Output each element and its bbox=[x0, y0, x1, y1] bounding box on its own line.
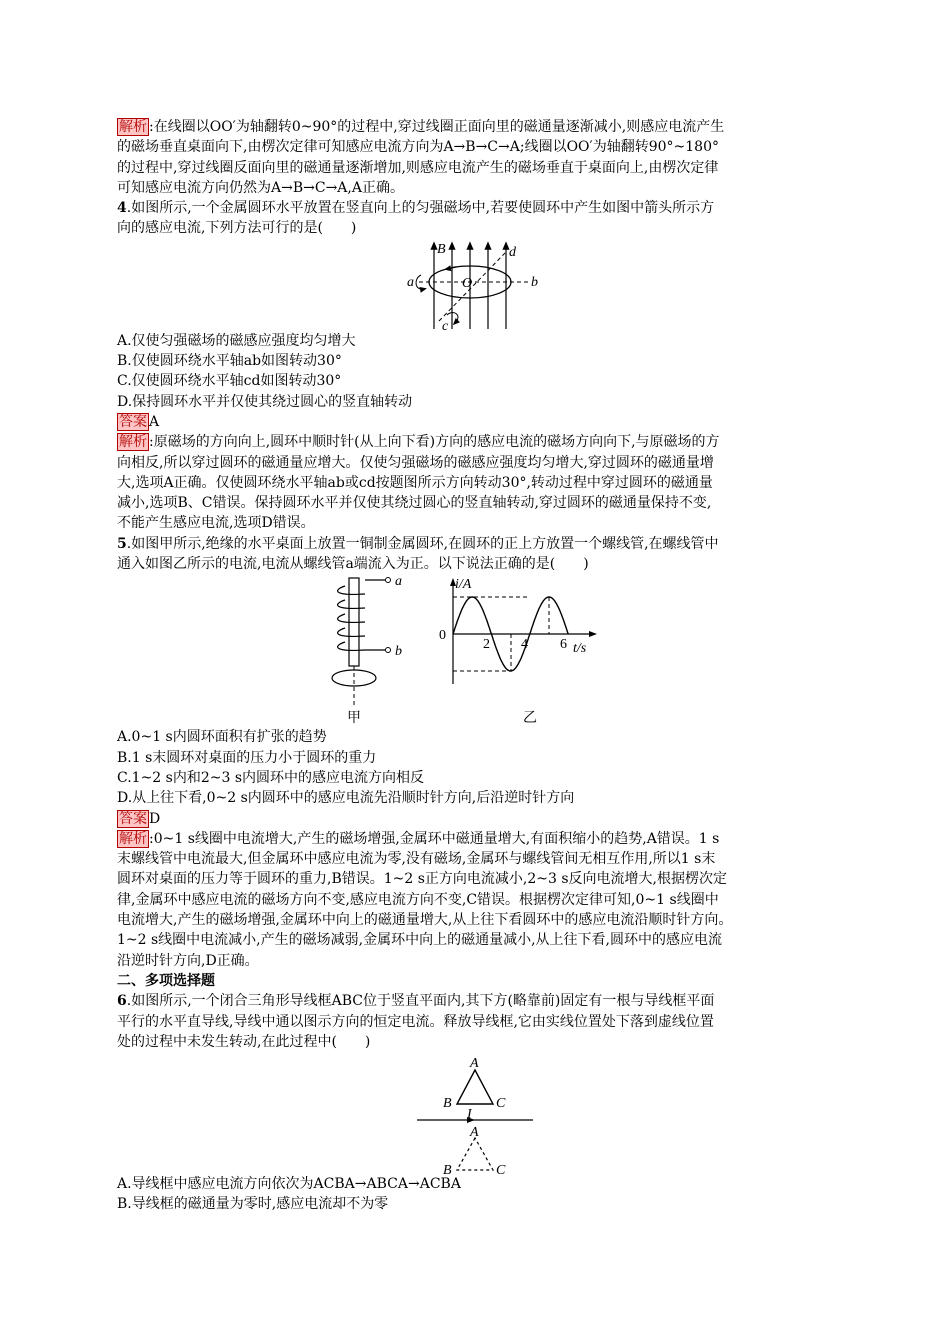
question-text-line: 向的感应电流,下列方法可行的是( ) bbox=[117, 220, 357, 237]
question-text-line: .如图所示,一个金属圆环水平放置在竖直向上的匀强磁场中,若要使圆环中产生如图中箭头所示方 bbox=[126, 200, 715, 217]
option-a: A.0~1 s内圆环面积有扩张的趋势 bbox=[117, 729, 327, 746]
graph-origin: 0 bbox=[439, 628, 446, 644]
analysis-text-line: 的过程中,穿过线圈反面向里的磁通量逐渐增加,则感应电流产生的磁场垂直于桌面向上,由楞次定律 bbox=[117, 159, 719, 176]
analysis-text-line: 减小,选项B、C错误。保持圆环水平并仅使其绕过圆心的竖直轴转动,穿过圆环的磁通量保持不变, bbox=[117, 495, 712, 512]
question-text-line: 处的过程中未发生转动,在此过程中( ) bbox=[117, 1033, 371, 1050]
label-a: a bbox=[407, 274, 414, 290]
option-b: B.仅使圆环绕水平轴ab如图转动30° bbox=[117, 353, 342, 370]
q6-figure bbox=[117, 1052, 837, 1174]
label-I: I bbox=[467, 1107, 472, 1123]
label-d: d bbox=[509, 244, 516, 260]
analysis-text-line: 圆环对桌面的压力等于圆环的重力,B错误。1~2 s正方向电流减小,2~3 s反向电流增大,根据楞次定 bbox=[117, 871, 727, 888]
terminal-b bbox=[386, 648, 391, 653]
analysis-text-line: 律,金属环中感应电流的磁场方向不变,感应电流方向不变,C错误。根据楞次定律可知,0~1 s线圈中 bbox=[117, 891, 719, 908]
answer-value: D bbox=[149, 810, 161, 827]
q5-figure bbox=[117, 574, 837, 727]
analysis-text-line: :原磁场的方向向上,圆环中顺时针(从上向下看)方向的感应电流的磁场方向向下,与原磁场的方 bbox=[149, 434, 720, 451]
solenoid bbox=[338, 578, 385, 666]
label-C-bottom: C bbox=[496, 1163, 506, 1175]
analysis-tag: 解析 bbox=[119, 119, 147, 135]
label-C-top: C bbox=[496, 1096, 506, 1112]
analysis-text-line: 电流增大,产生的磁场增强,金属环中向上的磁通量增大,从上往下看圆环中的感应电流沿顺时针方向。 bbox=[117, 912, 733, 929]
option-b: B.1 s末圆环对桌面的压力小于圆环的重力 bbox=[117, 749, 377, 766]
question-5 bbox=[117, 534, 837, 971]
q4-figure bbox=[117, 239, 837, 331]
terminal-a bbox=[386, 578, 391, 583]
graph-xlabel: t/s bbox=[573, 641, 587, 657]
section-heading: 二、多项选择题 bbox=[117, 972, 215, 989]
question-text-line: .如图所示,一个闭合三角形导线框ABC位于竖直平面内,其下方(略靠前)固定有一根与导线框平面 bbox=[126, 993, 715, 1010]
option-d: D.从上往下看,0~2 s内圆环中的感应电流先沿顺时针方向,后沿逆时针方向 bbox=[117, 790, 575, 807]
label-jia: 甲 bbox=[347, 711, 361, 727]
label-A-bottom: A bbox=[470, 1125, 479, 1141]
question-text-line: .如图甲所示,绝缘的水平桌面上放置一铜制金属圆环,在圆环的正上方放置一个螺线管,在螺线管中 bbox=[126, 535, 719, 552]
question-text-line: 通入如图乙所示的电流,电流从螺线管a端流入为正。以下说法正确的是( ) bbox=[117, 556, 589, 573]
option-a: A.仅使匀强磁场的磁感应强度均匀增大 bbox=[117, 332, 356, 349]
label-b: b bbox=[395, 644, 402, 660]
label-yi: 乙 bbox=[523, 711, 537, 727]
analysis-tag: 解析 bbox=[119, 434, 147, 451]
question-number: 5 bbox=[117, 535, 127, 552]
option-d: D.保持圆环水平并仅使其绕过圆心的竖直轴转动 bbox=[117, 393, 413, 410]
analysis-tag: 解析 bbox=[119, 830, 147, 847]
document-page bbox=[117, 117, 837, 1215]
question-4 bbox=[117, 198, 837, 534]
analysis-text-line: 沿逆时针方向,D正确。 bbox=[117, 952, 259, 969]
answer-tag: 答案 bbox=[119, 413, 147, 430]
question-number: 6 bbox=[117, 993, 127, 1010]
analysis-text-line: 大,选项A正确。仅使圆环绕水平轴ab或cd按题图所示方向转动30°,转动过程中穿过圆环的磁通量 bbox=[117, 474, 713, 491]
label-O: O bbox=[462, 275, 473, 291]
label-b: b bbox=[531, 274, 538, 290]
tick-4: 4 bbox=[521, 637, 528, 653]
analysis-text-line: :在线圈以OO′为轴翻转0~90°的过程中,穿过线圈正面向里的磁通量逐渐减小,则感应电流产生 bbox=[149, 119, 725, 135]
analysis-text-line: 末螺线管中电流最大,但金属环中感应电流为零,没有磁场,金属环与螺线管间无相互作用,所以1 s末 bbox=[117, 851, 716, 868]
analysis-text-line: 向相反,所以穿过圆环的磁通量应增大。仅使匀强磁场的磁感应强度均匀增大,穿过圆环的磁通量增 bbox=[117, 454, 714, 471]
option-b: B.导线框的磁通量为零时,感应电流却不为零 bbox=[117, 1196, 389, 1213]
dashed-triangle bbox=[457, 1138, 493, 1170]
question-text-line: 平行的水平直导线,导线中通以图示方向的恒定电流。释放导线框,它由实线位置处下落到虚线位置 bbox=[117, 1013, 714, 1030]
label-a: a bbox=[395, 574, 402, 590]
triangle-frame-diagram bbox=[117, 1052, 837, 1174]
label-B: B bbox=[437, 241, 446, 257]
option-c: C.1~2 s内和2~3 s内圆环中的感应电流方向相反 bbox=[117, 769, 425, 786]
analysis-text-line: 的磁场垂直桌面向下,由楞次定律可知感应电流方向为A→B→C→A;线圈以OO′为轴翻转90°~180° bbox=[117, 139, 719, 156]
analysis-text-line: 可知感应电流方向仍然为A→B→C→A,A正确。 bbox=[117, 179, 404, 196]
tick-2: 2 bbox=[483, 637, 490, 653]
option-c: C.仅使圆环绕水平轴cd如图转动30° bbox=[117, 373, 342, 390]
solid-triangle bbox=[457, 1070, 493, 1104]
current-graph bbox=[450, 578, 597, 684]
label-c: c bbox=[442, 318, 449, 331]
question-6 bbox=[117, 991, 837, 1214]
analysis-text-line: 不能产生感应电流,选项D错误。 bbox=[117, 515, 315, 532]
label-A-top: A bbox=[470, 1056, 479, 1072]
tick-6: 6 bbox=[560, 637, 567, 653]
answer-value: A bbox=[149, 413, 160, 430]
answer-tag: 答案 bbox=[119, 810, 147, 827]
label-B-bottom: B bbox=[443, 1163, 452, 1175]
graph-ylabel: i/A bbox=[455, 577, 472, 593]
q3-analysis bbox=[117, 117, 837, 198]
analysis-text-line: 1~2 s线圈中电流减小,产生的磁场减弱,金属环中向上的磁通量减小,从上往下看,圆环中的感应电流 bbox=[117, 932, 722, 949]
label-B-top: B bbox=[443, 1096, 452, 1112]
solenoid-and-current-graph bbox=[117, 574, 837, 727]
ring-in-field-diagram bbox=[117, 239, 837, 331]
question-number: 4 bbox=[117, 200, 127, 217]
analysis-text-line: :0~1 s线圈中电流增大,产生的磁场增强,金属环中磁通量增大,有面积缩小的趋势,A错误。1 s bbox=[149, 830, 720, 847]
option-a: A.导线框中感应电流方向依次为ACBA→ABCA→ACBA bbox=[117, 1176, 461, 1193]
